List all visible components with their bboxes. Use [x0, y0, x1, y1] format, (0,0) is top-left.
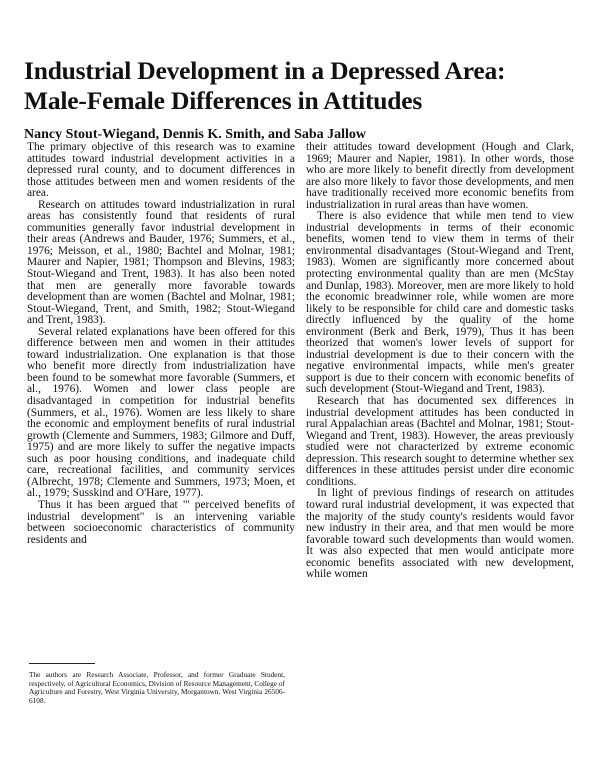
- paragraph: In light of previous findings of research on attitudes toward rural industrial development, it was expected that the majority of the study county's residents would favor new industry in their area, and that men would be more favorable toward such developments than would women. It was also expected that men would anticipate more economic benefits associated with new development, while women: [306, 487, 574, 581]
- author-footnote: The authors are Research Associate, Professor, and former Graduate Student, respectively, of Agricultural Economics, Division of Resource Management, College of Agriculture and Forestry, West Virginia University, Morgantown, West Virginia 26506-6108.: [29, 670, 285, 705]
- footnote-divider: [29, 663, 95, 664]
- right-column: [306, 142, 574, 581]
- paragraph: Several related explanations have been offered for this difference between men and women in their attitudes toward industrialization. One explanation is that those who benefit more directly from industrialization have been found to be somewhat more favorable (Summers, et al., 1976). Women and lower class people are disadvantaged in competition for industrial benefits (Summers, et al., 1976). Women are less likely to share the economic and employment benefits of rural industrial growth (Clemente and Summers, 1983; Gilmore and Duff, 1975) and are more likely to suffer the negative impacts such as poor housing conditions, and inadequate child care, recreational facilities, and community services (Albrecht, 1978; Clemente and Summers, 1973; Moen, et al., 1979; Susskind and O'Hare, 1977).: [27, 325, 295, 500]
- article-title-line-1: Industrial Development in a Depressed Area:: [24, 56, 506, 85]
- paragraph: their attitudes toward development (Hough and Clark, 1969; Maurer and Napier, 1981). In other words, those who are more likely to benefit directly from development are also more likely to favor those developments, and men have traditionally received more economic benefits from industrialization in rural areas than have women.: [306, 141, 574, 211]
- article-title-line-2: Male-Female Differences in Attitudes: [24, 86, 423, 115]
- paragraph: Research that has documented sex differences in industrial development attitudes has been conducted in rural Appalachian areas (Bachtel and Molnar, 1981; Stout-Wiegand and Trent, 1983). However, the areas previously studied were not characterized by extreme economic depression. This research sought to determine whether sex differences in these attitudes persist under dire economic conditions.: [306, 395, 574, 488]
- article-title: [24, 56, 584, 116]
- paragraph: Thus it has been argued that "' perceived benefits of industrial development" is an intervening variable between socioeconomic characteristics of community residents and: [27, 498, 295, 546]
- paragraph: There is also evidence that while men tend to view industrial developments in terms of their economic benefits, women tend to view them in terms of their environmental disadvantages (Stout-Wiegand and Trent, 1983). Women are significantly more concerned about protecting environmental quality than are men (McStay and Dunlap, 1983). Moreover, men are more likely to hold the economic breadwinner role, while women are more likely to be responsible for child care and domestic tasks directly influenced by the quality of the home environment (Berk and Berk, 1979), Thus it has been theorized that women's lower levels of support for industrial development is due to their concern with the negative environmental impacts, while men's greater support is due to their concern with economic benefits of such development (Stout-Wiegand and Trent, 1983).: [306, 210, 574, 396]
- left-column: [27, 142, 295, 546]
- article-authors: Nancy Stout-Wiegand, Dennis K. Smith, and Saba Jallow: [24, 127, 367, 142]
- paragraph: Research on attitudes toward industrialization in rural areas has consistently found that residents of rural communities generally favor industrial development in their areas (Andrews and Bauder, 1976; Summers, et al., 1976; Meisson, et al., 1980; Bachtel and Molnar, 1981; Maurer and Napier, 1981; Thompson and Blevins, 1983; Stout-Wiegand and Trent, 1983). It has also been noted that men are generally more favorable towards development than are women (Bachtel and Molnar, 1981; Stout-Wiegand, Trent, and Smith, 1982; Stout-Wiegand and Trent, 1983).: [27, 198, 295, 327]
- paragraph: The primary objective of this research was to examine attitudes toward industrial development activities in a depressed rural county, and to document differences in those attitudes between men and women residents of the area.: [27, 141, 295, 200]
